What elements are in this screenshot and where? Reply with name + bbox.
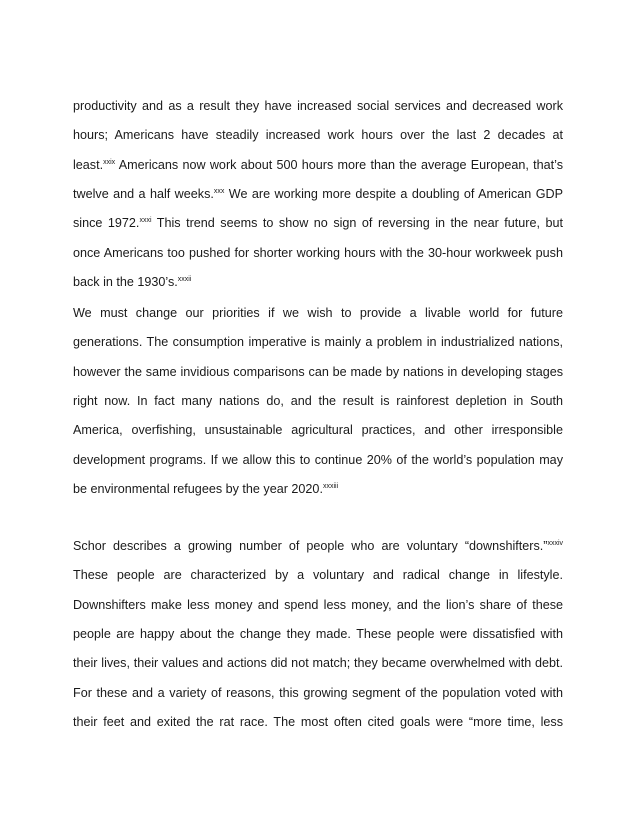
text-run: These people are characterized by a voluntary and radical change in lifestyle. xyxy=(73,568,563,583)
text-line xyxy=(73,215,563,231)
text-run: right now. In fact many nations do, and the result is rainforest depletion in South xyxy=(73,393,563,408)
text-run: their lives, their values and actions did not match; they became overwhelmed with debt. xyxy=(73,656,563,671)
text-run: We are working more despite a doubling of American GDP xyxy=(224,186,563,201)
text-line xyxy=(73,186,563,202)
text-run: development programs. If we allow this to continue 20% of the world’s population may xyxy=(73,452,563,467)
text-run: Americans now work about 500 hours more than the average European, that’s xyxy=(115,157,563,172)
text-run: We must change our priorities if we wish to provide a livable world for future xyxy=(73,306,563,320)
text-line xyxy=(73,538,563,554)
text-run: however the same invidious comparisons can be made by nations in developing stages xyxy=(73,364,563,379)
text-line xyxy=(73,245,563,261)
text-line xyxy=(73,655,563,671)
text-run: generations. The consumption imperative is mainly a problem in industrialized nations, xyxy=(73,335,563,350)
text-line xyxy=(73,127,563,143)
text-run: For these and a variety of reasons, this growing segment of the population voted with xyxy=(73,685,563,700)
text-line xyxy=(73,364,563,380)
text-line xyxy=(73,452,563,468)
text-run: be environmental refugees by the year 2020. xyxy=(73,481,323,496)
endnote-marker: xxxiii xyxy=(322,482,339,490)
endnote-marker: xxix xyxy=(103,158,116,166)
text-line xyxy=(73,274,191,290)
text-run: Schor describes a growing number of people who are voluntary “downshifters.” xyxy=(73,539,548,553)
text-run: their feet and exited the rat race. The most often cited goals were “more time, less xyxy=(73,714,563,729)
text-run: back in the 1930’s. xyxy=(73,274,178,289)
endnote-marker: xxx xyxy=(213,187,225,195)
text-run: once Americans too pushed for shorter working hours with the 30-hour workweek push xyxy=(73,245,563,260)
text-line xyxy=(73,685,563,701)
text-line xyxy=(73,714,563,730)
text-line xyxy=(73,98,563,114)
text-line xyxy=(73,481,338,497)
text-run: hours; Americans have steadily increased work hours over the last 2 decades at xyxy=(73,128,563,143)
text-run: least. xyxy=(73,157,104,172)
text-run: twelve and a half weeks. xyxy=(73,186,214,201)
text-run: people are happy about the change they made. These people were dissatisfied with xyxy=(73,626,563,641)
text-line xyxy=(73,334,563,350)
endnote-marker: xxxii xyxy=(177,275,192,283)
text-run: America, overfishing, unsustainable agricultural practices, and other irresponsible xyxy=(73,423,563,438)
text-line xyxy=(73,626,563,642)
text-line xyxy=(73,422,563,438)
text-line xyxy=(73,567,563,583)
endnote-marker: xxxi xyxy=(139,217,152,225)
text-run: since 1972. xyxy=(73,216,140,231)
text-run: This trend seems to show no sign of reversing in the near future, but xyxy=(151,216,564,231)
text-line xyxy=(73,305,563,321)
text-run: productivity and as a result they have increased social services and decreased work xyxy=(73,99,563,113)
text-line xyxy=(73,597,563,613)
text-run: Downshifters make less money and spend less money, and the lion’s share of these xyxy=(73,597,563,612)
text-line xyxy=(73,393,563,409)
text-line xyxy=(73,157,563,173)
endnote-marker: xxxiv xyxy=(547,540,563,547)
